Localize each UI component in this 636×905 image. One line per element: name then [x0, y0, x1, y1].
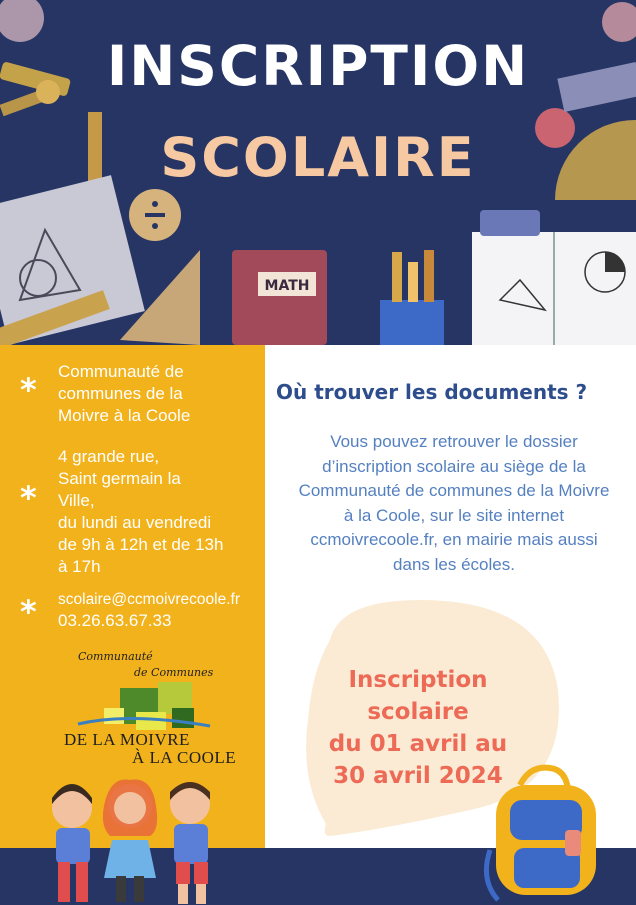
child-figure-icon — [52, 784, 92, 902]
documents-paragraph: Vous pouvez retrouver le dossier d’inscription scolaire au siège de la Communauté de communes de la Moivre à la Coole, sur le site internet ccmoivrecoole.fr, en mairie mais aussi dans les écoles. — [298, 432, 610, 574]
logo-text-de-communes: de Communes — [134, 666, 214, 679]
child-figure-icon — [103, 780, 157, 902]
logo-text-moivre: DE LA MOIVRE — [64, 730, 190, 749]
title-inscription: INSCRIPTION — [106, 34, 530, 98]
asterisk-icon: * — [20, 371, 37, 409]
child-figure-icon — [170, 782, 210, 904]
math-label: MATH — [264, 278, 310, 294]
documents-heading: Où trouver les documents ? — [276, 380, 588, 404]
asterisk-icon: * — [20, 479, 37, 517]
backpack-icon — [486, 768, 596, 900]
organisation-name: Communauté de communes de la Moivre à la Coole — [58, 362, 191, 425]
logo-text-communaute: Communauté — [78, 650, 153, 663]
address-hours: 4 grande rue, Saint germain la Ville, du lundi au vendredi de 9h à 12h et de 13h à 17h — [58, 447, 224, 576]
phone-number: 03.26.63.67.33 — [58, 611, 172, 630]
email-link[interactable]: scolaire@ccmoivrecoole.fr — [58, 591, 240, 608]
asterisk-icon: * — [20, 593, 37, 631]
logo-text-coole: À LA COOLE — [132, 748, 237, 767]
registration-dates: Inscription scolaire du 01 avril au 30 avril 2024 — [328, 667, 508, 789]
title-scolaire: SCOLAIRE — [160, 126, 476, 189]
